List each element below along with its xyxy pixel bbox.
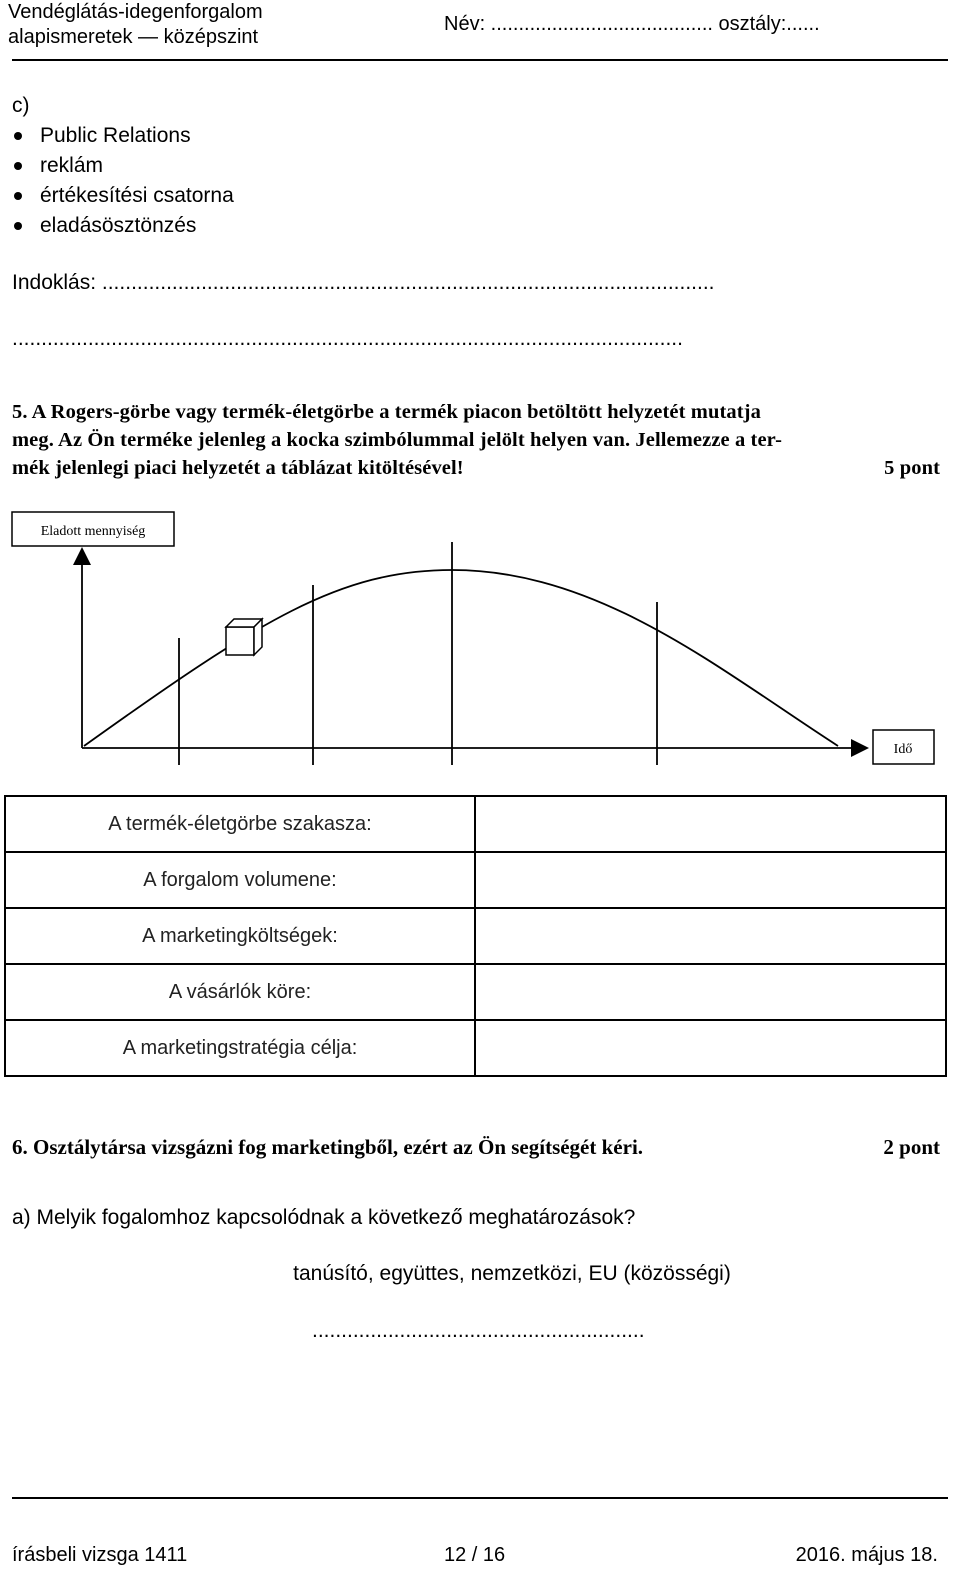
life-cycle-curve xyxy=(84,570,838,746)
question-5 xyxy=(12,398,940,482)
question-5-line1: 5. A Rogers-görbe vagy termék-életgörbe a termék piacon betöltött helyzetét mutatja xyxy=(12,401,761,423)
table-row xyxy=(5,1020,946,1076)
answer-dots[interactable]: ......................................................... xyxy=(312,1319,645,1342)
option-item: Public Relations xyxy=(12,121,234,151)
footer-rule xyxy=(12,1497,948,1499)
x-axis-label: Idő xyxy=(893,742,913,757)
question-6-points: 2 pont xyxy=(883,1135,940,1159)
answer-cell[interactable] xyxy=(475,908,946,964)
cube-icon xyxy=(226,619,262,655)
option-item: eladásösztönzés xyxy=(12,211,234,241)
option-item: értékesítési csatorna xyxy=(12,181,234,211)
table-row xyxy=(5,796,946,852)
justification-dots-2: ................................................................................................................... xyxy=(12,327,683,350)
question-6 xyxy=(12,1132,940,1162)
table-row xyxy=(5,964,946,1020)
section-c-label: c) xyxy=(12,94,30,117)
header-rule xyxy=(12,59,948,61)
header-name-field: Név: ........................................ osztály:...... xyxy=(444,13,820,35)
life-cycle-diagram xyxy=(0,500,960,790)
footer-exam: írásbeli vizsga 1411 xyxy=(12,1544,188,1566)
option-item: reklám xyxy=(12,151,234,181)
header-subject-line2: alapismeretek — középszint xyxy=(8,26,259,48)
table-row xyxy=(5,852,946,908)
question-5-points: 5 pont xyxy=(884,457,940,479)
answer-cell[interactable] xyxy=(475,1020,946,1076)
header-subject-line1: Vendéglátás-idegenforgalom xyxy=(8,1,263,23)
row-label: A marketingstratégia célja: xyxy=(5,1020,475,1076)
justification-label: Indoklás: xyxy=(12,271,102,294)
table-row xyxy=(5,908,946,964)
question-5-line2: meg. Az Ön terméke jelenleg a kocka szimbólummal jelölt helyen van. Jellemezze a ter- xyxy=(12,429,783,451)
footer-date: 2016. május 18. xyxy=(795,1544,938,1566)
question-6a: a) Melyik fogalomhoz kapcsolódnak a következő meghatározások? xyxy=(12,1206,636,1229)
y-axis-label: Eladott mennyiség xyxy=(40,524,146,539)
question-6-text: 6. Osztálytársa vizsgázni fog marketingből, ezért az Ön segítségét kéri. xyxy=(12,1135,644,1159)
answer-cell[interactable] xyxy=(475,964,946,1020)
question-5-line3: mék jelenlegi piaci helyzetét a táblázat kitöltésével! xyxy=(12,457,464,479)
header-subject xyxy=(8,0,263,50)
justification-dots: ......................................................................................................... xyxy=(101,271,715,294)
row-label: A termék-életgörbe szakasza: xyxy=(5,796,475,852)
characteristics-table xyxy=(4,795,947,1077)
row-label: A forgalom volumene: xyxy=(5,852,475,908)
row-label: A marketingköltségek: xyxy=(5,908,475,964)
answer-cell[interactable] xyxy=(475,796,946,852)
justification-line xyxy=(12,268,715,298)
question-6a-terms: tanúsító, együttes, nemzetközi, EU (közösségi) xyxy=(293,1262,731,1285)
option-list xyxy=(12,121,234,241)
row-label: A vásárlók köre: xyxy=(5,964,475,1020)
footer-page-number: 12 / 16 xyxy=(444,1544,506,1566)
answer-cell[interactable] xyxy=(475,852,946,908)
